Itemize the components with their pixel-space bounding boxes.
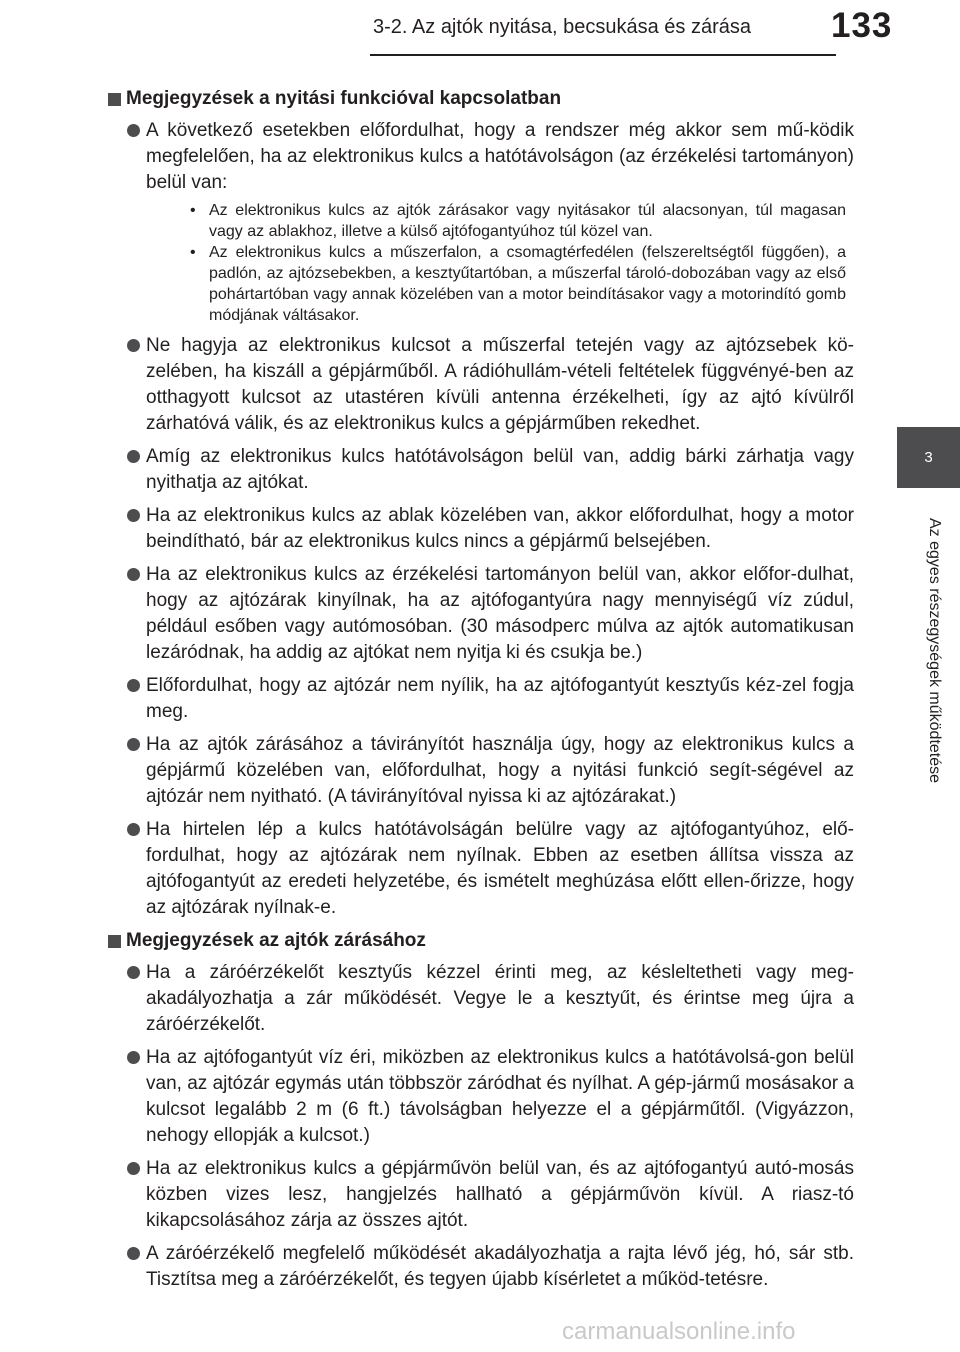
small-dot-icon: • <box>190 244 196 261</box>
list-item <box>108 673 854 725</box>
list-item <box>108 118 854 326</box>
list-item <box>108 960 854 1038</box>
list-item-text: Ha az ajtók zárásához a távirányítót használja úgy, hogy az elektronikus kulcs a gépjármű közelében van, előfordulhat, hogy a nyitási funkció segít-ségével az ajtózár nem nyitható. (A távirányítóval nyissa ki az ajtózárakat.) <box>146 734 854 807</box>
sub-list-item-text: Az elektronikus kulcs az ajtók zárásakor vagy nyitásakor túl alacsonyan, túl magasan vagy az ablakhoz, illetve a külső ajtófogantyúhoz túl közel van. <box>209 202 846 240</box>
round-bullet-icon <box>127 1162 140 1175</box>
list-item-text: Amíg az elektronikus kulcs hatótávolságon belül van, addig bárki zárhatja vagy nyithatja az ajtókat. <box>146 446 854 493</box>
sub-list-item <box>146 200 854 242</box>
list-item-text: Ha az elektronikus kulcs az ablak közelében van, akkor előfordulhat, hogy a motor beindítható, bár az elektronikus kulcs nincs a gépjármű belsejében. <box>146 505 854 552</box>
section-heading-text: Megjegyzések az ajtók zárásához <box>126 930 426 951</box>
watermark: carmanualsonline.info <box>562 1318 796 1345</box>
list-item <box>108 732 854 810</box>
list-item <box>108 444 854 496</box>
list-item <box>108 333 854 437</box>
list-item <box>108 1241 854 1293</box>
list-item-text: A záróérzékelő megfelelő működését akadályozhatja a rajta lévő jég, hó, sár stb. Tisztítsa meg a záróérzékelőt, és tegyen újabb kísérletet a működ-tetésre. <box>146 1243 854 1290</box>
list-item-text: Ha hirtelen lép a kulcs hatótávolságán belülre vagy az ajtófogantyúhoz, elő-fordulhat, hogy az ajtózárak nem nyílnak. Ebben az esetben állítsa vissza az ajtófogantyút az eredeti helyzetébe, és ismételt meghúzása előtt ellen-őrizze, hogy az ajtózárak nyílnak-e. <box>146 819 854 918</box>
chapter-title: Az egyes részegységek működtetése <box>926 518 943 784</box>
list-item <box>108 562 854 666</box>
list-item-text: Ha az elektronikus kulcs a gépjárművön belül van, és az ajtófogantyú autó-mosás közben vizes lesz, hangjelzés hallható a gépjárművön kívül. A riasz-tó kikapcsolásához zárja az összes ajtót. <box>146 1158 854 1231</box>
list-item <box>108 1045 854 1149</box>
page-number: 133 <box>831 6 893 45</box>
sub-list-item <box>146 242 854 326</box>
section-heading <box>108 86 854 112</box>
square-bullet-icon <box>108 935 121 948</box>
sub-list <box>146 200 854 326</box>
round-bullet-icon <box>127 568 140 581</box>
section-heading <box>108 928 854 954</box>
list-item <box>108 817 854 921</box>
round-bullet-icon <box>127 124 140 137</box>
list-item-text: Előfordulhat, hogy az ajtózár nem nyílik, ha az ajtófogantyút kesztyűs kéz-zel fogja meg. <box>146 675 854 722</box>
list-item <box>108 1156 854 1234</box>
list-item-text: Ha az elektronikus kulcs az érzékelési tartományon belül van, akkor előfor-dulhat, hogy az ajtózárak kinyílnak, ha az ajtófogantyúra nagy mennyiségű víz zúdul, például esőben vagy autómosóban. (30 másodperc múlva az ajtók automatikusan lezáródnak, ha addig az ajtókat nem nyitja ki és csukja be.) <box>146 564 854 663</box>
section-heading-text: Megjegyzések a nyitási funkcióval kapcsolatban <box>126 88 562 109</box>
round-bullet-icon <box>127 1051 140 1064</box>
round-bullet-icon <box>127 966 140 979</box>
round-bullet-icon <box>127 339 140 352</box>
small-dot-icon: • <box>190 202 196 219</box>
list-item-text: Ha az ajtófogantyút víz éri, miközben az elektronikus kulcs a hatótávolsá-gon belül van, az ajtózár egymás után többször záródhat és nyílhat. A gép-jármű mosásakor a kulcsot legalább 2 m (6 ft.) távolságban helyezze el a gépjárműtől. (Vigyázzon, nehogy ellopják a kulcsot.) <box>146 1047 854 1146</box>
round-bullet-icon <box>127 1247 140 1260</box>
list-item <box>108 503 854 555</box>
round-bullet-icon <box>127 823 140 836</box>
chapter-tab: 3 <box>897 427 960 488</box>
sub-list-item-text: Az elektronikus kulcs a műszerfalon, a csomagtérfedélen (felszereltségtől függően), a padlón, az ajtózsebekben, a kesztyűtartóban, a műszerfal tároló-dobozában vagy az első pohártartóban vagy annak közelében van a motor beindításakor vagy a motorindító gomb módjának váltásakor. <box>209 244 846 324</box>
round-bullet-icon <box>127 509 140 522</box>
page-content <box>108 86 854 1300</box>
header-rule <box>370 54 836 56</box>
round-bullet-icon <box>127 738 140 751</box>
list-item-text: A következő esetekben előfordulhat, hogy a rendszer még akkor sem mű-ködik megfelelően, ha az elektronikus kulcs a hatótávolságon (az érzékelési tartományon) belül van: <box>146 120 854 193</box>
section-title: 3-2. Az ajtók nyitása, becsukása és zárása <box>373 16 751 38</box>
list-item-text: Ha a záróérzékelőt kesztyűs kézzel érinti meg, az késleltetheti vagy meg-akadályozhatja a zár működését. Vegye le a kesztyűt, és érintse meg újra a záróérzékelőt. <box>146 962 854 1035</box>
round-bullet-icon <box>127 450 140 463</box>
round-bullet-icon <box>127 679 140 692</box>
list-item-text: Ne hagyja az elektronikus kulcsot a műszerfal tetején vagy az ajtózsebek kö-zelében, ha kiszáll a gépjárműből. A rádióhullám-vételi feltételek függvényé-ben az otthagyott kulcsot az utastéren kívüli antenna érzékelheti, így az ajtó kívülről zárhatóvá válik, és az elektronikus kulcs a gépjárműben rekedhet. <box>146 335 854 434</box>
page-header <box>0 0 960 56</box>
square-bullet-icon <box>108 93 121 106</box>
